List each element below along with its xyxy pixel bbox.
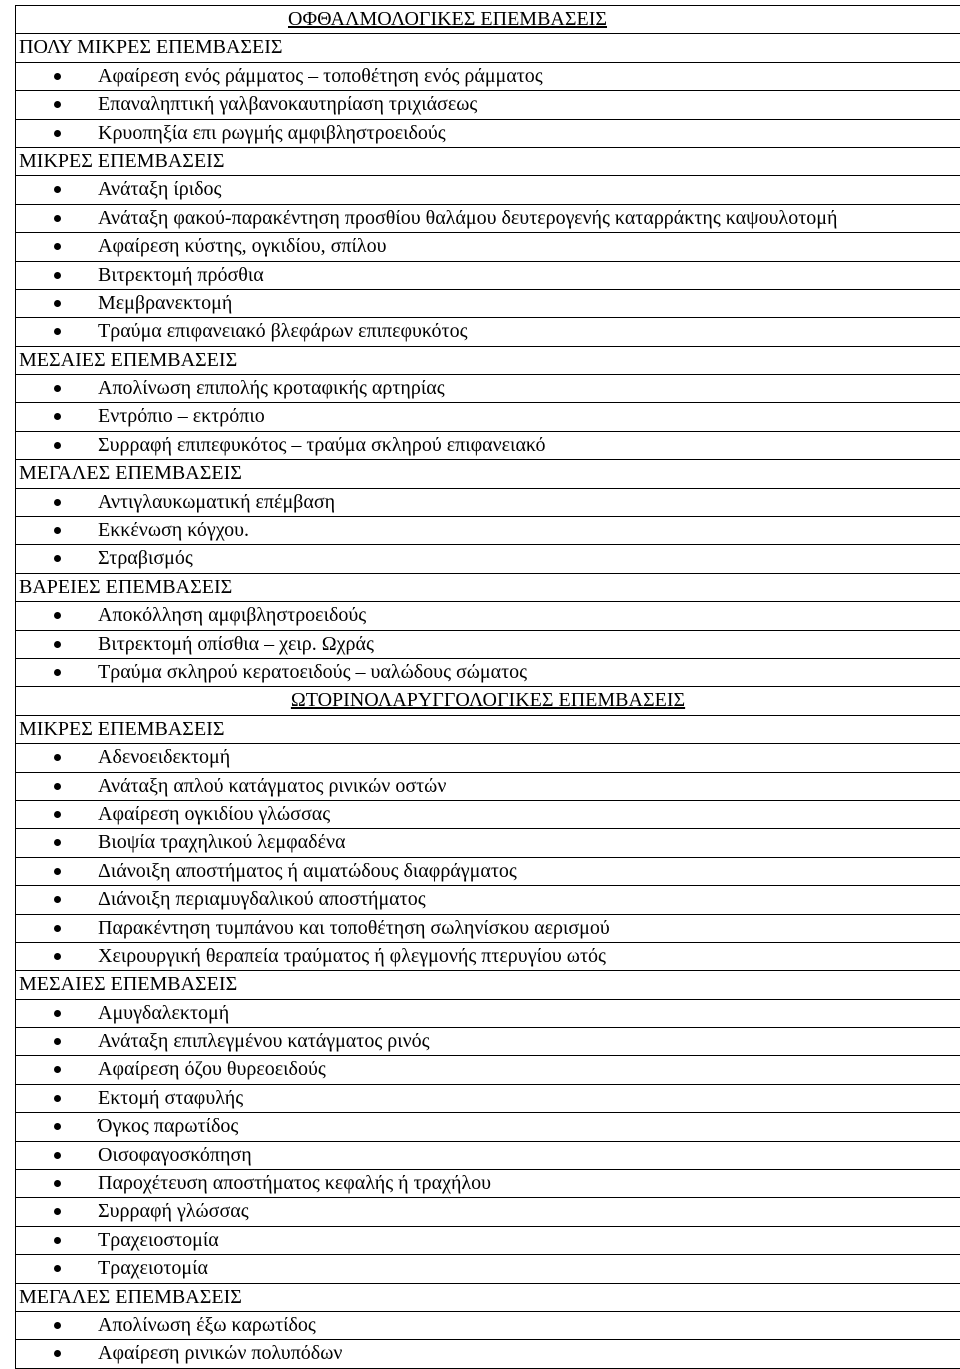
procedure-label: Διάνοιξη περιαμυγδαλικού αποστήματος — [98, 888, 426, 911]
procedures-table — [15, 5, 960, 1369]
procedure-label: Στραβισμός — [98, 547, 193, 570]
procedure-row — [16, 1113, 960, 1141]
procedure-row — [16, 318, 960, 346]
procedure-row — [16, 1340, 960, 1368]
bullet-icon — [54, 300, 61, 307]
procedure-row — [16, 176, 960, 204]
bullet-icon — [54, 612, 61, 619]
procedure-row — [16, 63, 960, 91]
section-title: ΟΦΘΑΛΜΟΛΟΓΙΚΕΣ ΕΠΕΜΒΑΣΕΙΣ — [16, 6, 960, 34]
procedure-label: Διάνοιξη αποστήματος ή αιματώδους διαφράγματος — [98, 859, 517, 882]
procedure-label: Απολίνωση επιπολής κροταφικής αρτηρίας — [98, 377, 445, 400]
procedure-label: Αφαίρεση ενός ράμματος – τοποθέτηση ενός ράμματος — [98, 64, 543, 87]
bullet-icon — [54, 839, 61, 846]
category-heading: ΜΙΚΡΕΣ ΕΠΕΜΒΑΣΕΙΣ — [16, 716, 960, 744]
bullet-icon — [54, 1265, 61, 1272]
category-heading: ΜΕΣΑΙΕΣ ΕΠΕΜΒΑΣΕΙΣ — [16, 971, 960, 999]
procedure-label: Απολίνωση έξω καρωτίδος — [98, 1313, 316, 1336]
procedure-label: Οισοφαγοσκόπηση — [98, 1143, 252, 1166]
bullet-icon — [54, 499, 61, 506]
bullet-icon — [54, 868, 61, 875]
procedure-row — [16, 1000, 960, 1028]
procedure-row — [16, 1227, 960, 1255]
procedure-label: Όγκος παρωτίδος — [98, 1115, 239, 1138]
bullet-icon — [54, 1322, 61, 1329]
bullet-icon — [54, 1095, 61, 1102]
procedure-row — [16, 290, 960, 318]
procedure-row — [16, 915, 960, 943]
bullet-icon — [54, 385, 61, 392]
procedure-label: Ανάταξη επιπλεγμένου κατάγματος ρινός — [98, 1030, 430, 1053]
procedure-row — [16, 403, 960, 431]
category-heading: ΜΕΓΑΛΕΣ ΕΠΕΜΒΑΣΕΙΣ — [16, 1284, 960, 1312]
procedure-label: Αντιγλαυκωματική επέμβαση — [98, 490, 336, 513]
procedure-row — [16, 517, 960, 545]
procedure-label: Αποκόλληση αμφιβληστροειδούς — [98, 604, 367, 627]
procedure-row — [16, 262, 960, 290]
section-title: ΩΤΟΡΙΝΟΛΑΡΥΓΓΟΛΟΓΙΚΕΣ ΕΠΕΜΒΑΣΕΙΣ — [16, 687, 960, 715]
procedure-label: Επαναληπτική γαλβανοκαυτηρίαση τριχιάσεως — [98, 93, 478, 116]
procedure-label: Βιτρεκτομή οπίσθια – χειρ. Ωχράς — [98, 632, 374, 655]
bullet-icon — [54, 555, 61, 562]
procedure-row — [16, 91, 960, 119]
bullet-icon — [54, 413, 61, 420]
procedure-row — [16, 1142, 960, 1170]
procedure-row — [16, 1170, 960, 1198]
bullet-icon — [54, 186, 61, 193]
bullet-icon — [54, 1208, 61, 1215]
procedure-row — [16, 886, 960, 914]
procedure-row — [16, 545, 960, 573]
procedure-label: Αφαίρεση ογκιδίου γλώσσας — [98, 802, 331, 825]
bullet-icon — [54, 442, 61, 449]
procedure-row — [16, 432, 960, 460]
procedure-label: Τραύμα επιφανειακό βλεφάρων επιπεφυκότος — [98, 320, 468, 343]
bullet-icon — [54, 215, 61, 222]
procedure-label: Ανάταξη ίριδος — [98, 178, 222, 201]
procedure-label: Ανάταξη φακού-παρακέντηση προσθίου θαλάμου δευτερογενής καταρράκτης καψουλοτομή — [98, 206, 838, 229]
procedure-label: Αφαίρεση κύστης, ογκιδίου, σπίλου — [98, 235, 387, 258]
procedure-row — [16, 1312, 960, 1340]
procedure-row — [16, 489, 960, 517]
procedure-label: Αφαίρεση ρινικών πολυπόδων — [98, 1342, 343, 1365]
procedure-row — [16, 1198, 960, 1226]
bullet-icon — [54, 243, 61, 250]
bullet-icon — [54, 754, 61, 761]
category-heading: ΜΕΓΑΛΕΣ ΕΠΕΜΒΑΣΕΙΣ — [16, 460, 960, 488]
bullet-icon — [54, 1038, 61, 1045]
procedure-row — [16, 829, 960, 857]
procedure-label: Βιοψία τραχηλικού λεμφαδένα — [98, 831, 346, 854]
procedure-label: Συρραφή επιπεφυκότος – τραύμα σκληρού επιφανειακό — [98, 433, 546, 456]
procedure-label: Παρακέντηση τυμπάνου και τοποθέτηση σωληνίσκου αερισμού — [98, 916, 610, 939]
procedure-label: Συρραφή γλώσσας — [98, 1200, 249, 1223]
procedure-row — [16, 858, 960, 886]
bullet-icon — [54, 73, 61, 80]
bullet-icon — [54, 953, 61, 960]
procedure-row — [16, 801, 960, 829]
procedure-row — [16, 1255, 960, 1283]
procedure-row — [16, 1085, 960, 1113]
bullet-icon — [54, 101, 61, 108]
bullet-icon — [54, 896, 61, 903]
procedure-label: Παροχέτευση αποστήματος κεφαλής ή τραχήλου — [98, 1172, 492, 1195]
procedure-label: Χειρουργική θεραπεία τραύματος ή φλεγμονής πτερυγίου ωτός — [98, 944, 606, 967]
procedure-row — [16, 1028, 960, 1056]
procedure-label: Αμυγδαλεκτομή — [98, 1001, 230, 1024]
category-heading: ΒΑΡΕΙΕΣ ΕΠΕΜΒΑΣΕΙΣ — [16, 574, 960, 602]
procedure-row — [16, 1056, 960, 1084]
procedure-label: Αφαίρεση όζου θυρεοειδούς — [98, 1058, 326, 1081]
bullet-icon — [54, 1237, 61, 1244]
procedure-label: Αδενοειδεκτομή — [98, 746, 231, 769]
procedure-row — [16, 120, 960, 148]
bullet-icon — [54, 130, 61, 137]
bullet-icon — [54, 811, 61, 818]
bullet-icon — [54, 1180, 61, 1187]
procedure-label: Μεμβρανεκτομή — [98, 291, 233, 314]
procedure-row — [16, 744, 960, 772]
procedure-label: Κρυοπηξία επι ρωγμής αμφιβληστροειδούς — [98, 121, 446, 144]
procedure-row — [16, 659, 960, 687]
procedure-label: Εντρόπιο – εκτρόπιο — [98, 405, 265, 428]
bullet-icon — [54, 1123, 61, 1130]
bullet-icon — [54, 527, 61, 534]
bullet-icon — [54, 925, 61, 932]
bullet-icon — [54, 669, 61, 676]
bullet-icon — [54, 783, 61, 790]
procedure-row — [16, 233, 960, 261]
procedure-label: Βιτρεκτομή πρόσθια — [98, 263, 264, 286]
procedure-label: Τραύμα σκληρού κερατοειδούς – υαλώδους σώματος — [98, 660, 528, 683]
bullet-icon — [54, 1350, 61, 1357]
category-heading: ΜΙΚΡΕΣ ΕΠΕΜΒΑΣΕΙΣ — [16, 148, 960, 176]
category-heading: ΜΕΣΑΙΕΣ ΕΠΕΜΒΑΣΕΙΣ — [16, 347, 960, 375]
procedure-label: Τραχειοτομία — [98, 1257, 208, 1280]
procedure-label: Εκτομή σταφυλής — [98, 1086, 244, 1109]
bullet-icon — [54, 641, 61, 648]
procedure-row — [16, 375, 960, 403]
procedure-row — [16, 773, 960, 801]
procedure-label: Ανάταξη απλού κατάγματος ρινικών οστών — [98, 774, 447, 797]
bullet-icon — [54, 1066, 61, 1073]
bullet-icon — [54, 328, 61, 335]
procedure-label: Εκκένωση κόγχου. — [98, 519, 250, 542]
bullet-icon — [54, 1010, 61, 1017]
procedure-row — [16, 602, 960, 630]
procedure-row — [16, 943, 960, 971]
procedure-label: Τραχειοστομία — [98, 1228, 219, 1251]
bullet-icon — [54, 1152, 61, 1159]
procedure-row — [16, 631, 960, 659]
category-heading: ΠΟΛΥ ΜΙΚΡΕΣ ΕΠΕΜΒΑΣΕΙΣ — [16, 34, 960, 62]
bullet-icon — [54, 272, 61, 279]
procedure-row — [16, 205, 960, 233]
